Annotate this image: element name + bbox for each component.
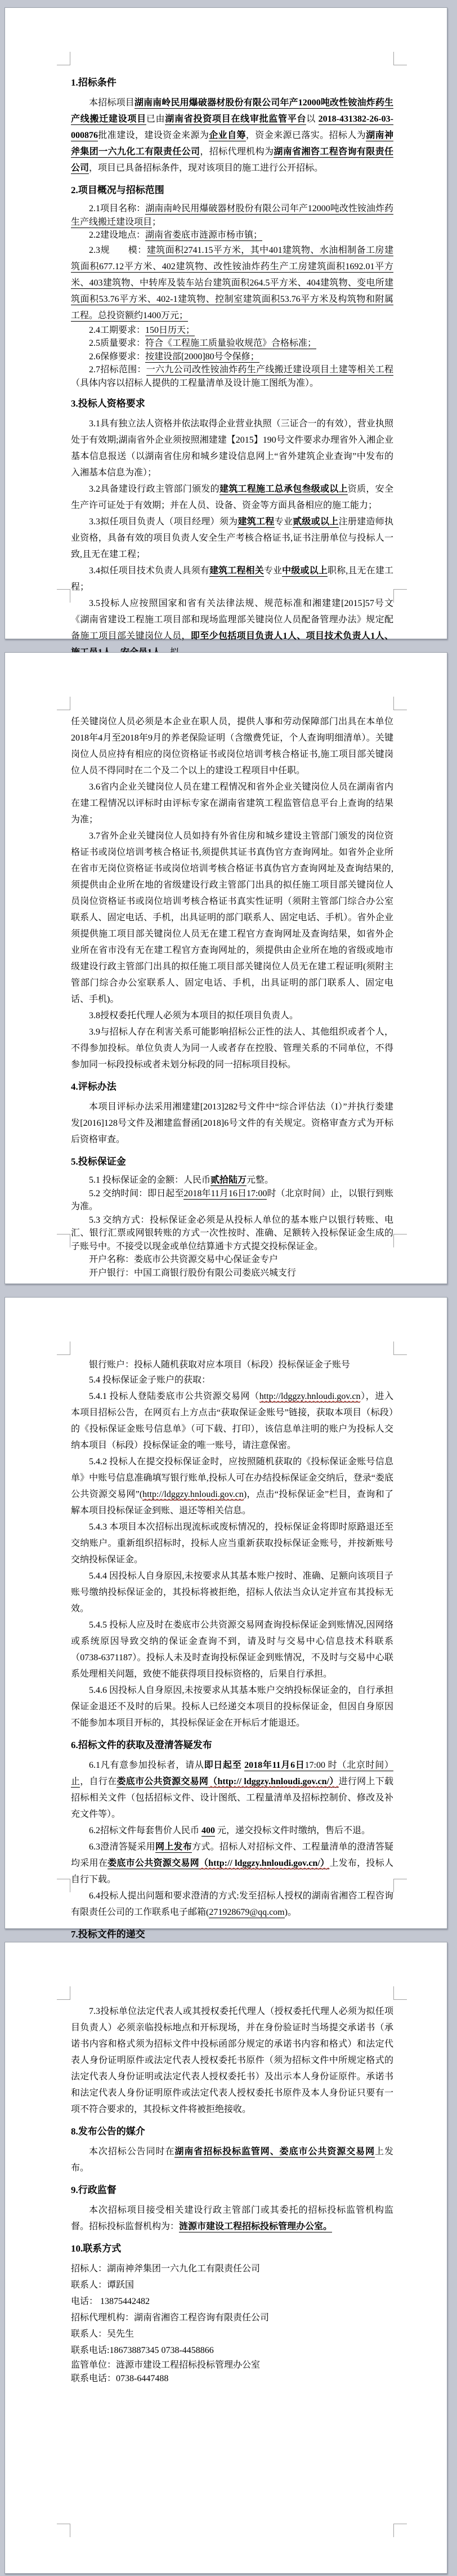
section-heading: 6.招标文件的获取及澄清答疑发布 bbox=[71, 1739, 212, 1750]
text-run: 2.4工期要求： bbox=[89, 325, 146, 335]
text-run: ，自行在 bbox=[80, 1776, 117, 1786]
text-run: 17:00 时（北京时间）止 bbox=[71, 1760, 393, 1786]
paragraph bbox=[71, 595, 393, 661]
text-run: 涟源市建设工程招标投标管理办公室。 bbox=[179, 2222, 333, 2231]
text-run: 3.5投标人应按照国家和省有关法律法规、规范标准和湘建建[2015]57号文《湖南省建设工程施工项目部和现场监理部关键岗位人员配备管理办法》规定配备施工项目部关键岗位人员， bbox=[71, 599, 393, 641]
text-run: 任关键岗位人员必须是本企业在职人员，提供人事和劳动保障部门出具在本单位2018年4月至2018年9月的养老保险证明（含缴费凭证，个人查询明细清单）。关键岗位人员应持有相应的岗位资格证书或岗位培训考核合格证书,施工项目部关键岗位人员不得同时在二个及二个以上的建设工程项目中任职。 bbox=[71, 717, 393, 776]
text-run: 专业 bbox=[263, 566, 283, 576]
document-pages-container bbox=[5, 7, 457, 2574]
paragraph bbox=[71, 1617, 393, 1682]
text-run: )，点击“投标保证金”栏目，查询和了解本项目投标保证金到账、退还等相关信息。 bbox=[71, 1489, 393, 1516]
margin-crop-mark bbox=[57, 52, 70, 65]
paragraph bbox=[71, 202, 393, 229]
text-run: ，招标代理机构为 bbox=[200, 147, 274, 157]
text-run: 符合《工程施工质量验收规范》合格标准； bbox=[145, 338, 317, 348]
text-run: 3.2具备建设行政主管部门颁发的 bbox=[89, 484, 219, 494]
text-run: 按建设部[2000]80号令保修； bbox=[145, 351, 259, 362]
paragraph bbox=[71, 779, 393, 828]
document-page bbox=[5, 1942, 447, 2574]
section-heading: 4.评标办法 bbox=[71, 1081, 117, 1092]
text-run: （http:// ldggzy.hnloudi.gov.cn/） bbox=[208, 1776, 339, 1786]
margin-crop-mark bbox=[393, 1342, 407, 1355]
text-run: 以 bbox=[306, 114, 319, 124]
text-run: 已由 bbox=[146, 114, 165, 124]
text-run: 5.1 投标保证金的金额：人民币 bbox=[89, 1175, 211, 1185]
text-run: 7.3投标单位法定代表人或其授权委托代理人（授权委托代理人必须为拟任项目负责人）必须亲临投标地点和开标现场，并在身份验证时当场提交承诺书（承诺书内容和格式须为招标文件中投标函部分规定的承诺书内容和格式）和法定代表人身份证明原件或法定代表人授权委托书原件（须为招标文件中所规定格式的法定代表人身份证明或法定代表人授权委托书）及出示本人身份证原件。承诺书和法定代表人身份证明原件或法定代表人授权委托书原件及本人身份证只要有一项不符合要求的，其投标文件将被拒绝接收。 bbox=[71, 2007, 393, 2114]
paragraph bbox=[71, 416, 393, 481]
paragraph bbox=[71, 363, 393, 390]
text-run: 湖南南岭民用爆破器材股份有限公司年产12000吨改性铵油炸药生产线搬迁建设项目 bbox=[71, 98, 393, 124]
text-run: 6.1凡有意参加投标者，请从 bbox=[89, 1760, 204, 1770]
margin-crop-mark bbox=[393, 697, 407, 710]
paragraph bbox=[71, 1253, 393, 1267]
paragraph bbox=[71, 324, 393, 337]
text-run: 400 bbox=[201, 1825, 216, 1835]
text-run: 上发布。 bbox=[71, 2147, 393, 2173]
text-run: http://ldggzy.hnloudi.gov.cn bbox=[142, 1489, 244, 1499]
paragraph bbox=[71, 229, 393, 242]
margin-crop-mark bbox=[393, 2524, 407, 2537]
text-run: 元整。 bbox=[247, 1175, 274, 1185]
paragraph bbox=[71, 1568, 393, 1617]
text-run: http://ldggzy.hnloudi.gov.cn bbox=[259, 1391, 361, 1401]
paragraph bbox=[71, 828, 393, 1008]
text-run: 建筑面积2741.15平方米，其中401建筑物、水油相制备工房建筑面积677.12平方米、402建筑物、改性铵油炸药生产工房建筑面积1692.01平方米、403建筑物、中转库及装车站台建筑面积264.5平方米、404建筑物、变电所建筑面积53.76平方米、402-1建筑物、控制室建筑面积53.76平方米及构筑物和附属工程。总投资额约1400万元； bbox=[71, 245, 393, 320]
text-run: 建筑工程 bbox=[238, 517, 275, 527]
text-run: 建筑工程相关 bbox=[209, 566, 264, 576]
text-run: 湖南南岭民用爆破器材股份有限公司年产12000吨改性铵油炸药生产线搬迁建设项目 bbox=[71, 204, 393, 227]
text-run: 娄底市公共资源交易网 bbox=[117, 1776, 209, 1786]
margin-crop-mark bbox=[57, 1986, 70, 2000]
paragraph bbox=[71, 1174, 393, 1187]
text-run: 5.4.2 投标人在提交投标保证金时，应按照随机获取的《投标保证金账号信息单》中账号信息准确填写银行账单,投标人可在办结投标保证金交纳后，登录“娄底公共资源交易网”( bbox=[71, 1456, 393, 1499]
text-run: 2.2建设地点： bbox=[89, 230, 146, 240]
paragraph bbox=[71, 1888, 393, 1920]
paragraph bbox=[71, 1358, 393, 1372]
text-run: 本项目评标办法采用湘建建[2013]282号文件中“综合评估法（I）”并执行娄建发[2016]128号文件及湘建监督函[2018]6号文件的有关规定。资格审查方式为开标后资格审查。 bbox=[71, 1102, 393, 1144]
section-heading: 2.项目概况与招标范围 bbox=[71, 185, 164, 195]
paragraph bbox=[71, 1008, 393, 1024]
text-run: 企业自筹 bbox=[209, 131, 246, 140]
paragraph bbox=[71, 1839, 393, 1888]
paragraph bbox=[71, 2342, 393, 2359]
page-content bbox=[71, 1358, 393, 1940]
margin-crop-mark bbox=[393, 1986, 407, 2000]
paragraph bbox=[71, 2003, 393, 2118]
text-run: 元，递交投标文件时缴纳，售后不退。 bbox=[215, 1825, 371, 1835]
page-content bbox=[71, 714, 393, 1278]
paragraph bbox=[71, 1372, 393, 1388]
text-run: 6.3澄清答疑采用 bbox=[89, 1842, 155, 1852]
text-run: 专业 bbox=[274, 517, 293, 527]
text-run: 即至少包括项目负责人1人、项目技术负责人1人、 bbox=[190, 631, 393, 641]
paragraph bbox=[71, 337, 393, 350]
text-run: 湖南省娄底市涟源市杨市镇； bbox=[145, 230, 263, 240]
text-run: 本次招标公告同时在 bbox=[89, 2147, 175, 2156]
paragraph bbox=[71, 1187, 393, 1214]
paragraph bbox=[71, 1388, 393, 1454]
document-page bbox=[5, 1297, 447, 1940]
margin-crop-mark bbox=[57, 2524, 70, 2537]
margin-crop-mark bbox=[393, 589, 407, 603]
section-heading: 1.招标条件 bbox=[71, 77, 117, 88]
text-run: 即日起至 bbox=[204, 1760, 245, 1770]
text-run: ，资金来源已落实。招标人为 bbox=[245, 131, 366, 140]
margin-crop-mark bbox=[57, 1234, 70, 1247]
section-heading: 9.行政监督 bbox=[71, 2185, 117, 2195]
section-heading: 7.投标文件的递交 bbox=[71, 1928, 145, 1940]
paragraph bbox=[71, 2143, 393, 2176]
text-run: 2.1项目名称： bbox=[89, 204, 146, 213]
paragraph bbox=[71, 1099, 393, 1148]
text-run: 上发布，投标人自行下载。 bbox=[71, 1858, 393, 1884]
text-run: 5.4.4 因投标人自身原因,未按要求从其基本账户按时、准确、足额向该项目子账号缴纳投标保证金的，其投标将被拒绝，招标人依法当众认定并宣布其投标无效。 bbox=[71, 1571, 393, 1614]
paragraph bbox=[71, 1267, 393, 1280]
paragraph bbox=[71, 514, 393, 563]
text-run: 5.4.3 本项目本次招标出现流标或废标情况的，投标保证金将即时原路退还至交纳账户。重新组织招标时，投标人应当重新获取投标保证金账号，并按新账号交纳投标保证金。 bbox=[71, 1522, 393, 1565]
text-run: 3.9与招标人存在利害关系可能影响招标公正性的法人、其他组织或者个人，不得参加投标。单位负责人为同一人或者存在控股、管理关系的不同单位，不得参加同一标段投标或者未划分标段的同一招标项目投标。 bbox=[71, 1027, 393, 1069]
margin-crop-mark bbox=[393, 1879, 407, 1892]
text-run: 联系电话：0738-6447488 bbox=[71, 2373, 169, 2383]
margin-crop-mark bbox=[57, 1342, 70, 1355]
text-run: 中级或以上 bbox=[282, 566, 328, 576]
text-run: )。 bbox=[284, 1907, 297, 1917]
text-run: 网上发布 bbox=[155, 1842, 192, 1852]
text-run: 监管单位：涟源市建设工程招标投标管理办公室 bbox=[71, 2360, 261, 2370]
text-run: 本次招标项目接受相关建设行政主管部门或其委托的招标投标监管机构监督。招标投标监督机构为： bbox=[71, 2205, 393, 2231]
document-page bbox=[5, 7, 447, 639]
paragraph bbox=[71, 1519, 393, 1568]
text-run: 湖南省湘咨工程咨询有限责任公司 bbox=[71, 147, 393, 173]
paragraph bbox=[71, 1682, 393, 1731]
text-run: 2018年11月6日 bbox=[244, 1760, 305, 1770]
text-run: 2018-431382-26-03-000876 bbox=[71, 114, 393, 140]
text-run: 5.4.5 投标人应及时在娄底市公共资源交易网查询投标保证金到账情况,因网络或系统原因导致交纳的保证金查询不到，请及时与交易中心信息技术科联系（0738-6371187）。投标人未及时查询投标保证金到账情况，不及时与交易中心联系处理相关问题，致使不能获得项目投标资格的，后果自行承担。 bbox=[71, 1620, 393, 1679]
text-run: 职称,且无在建工程； bbox=[71, 566, 393, 592]
text-run: 2.6保修要求： bbox=[89, 351, 146, 362]
text-run: （具体内容以招标人提供的工程量清单及设计施工图纸为准）。 bbox=[71, 378, 319, 388]
text-run: 湖南神斧集团一六九化工有限责任公司 bbox=[71, 131, 393, 157]
text-run: 5.4 投标保证金子账户的获取： bbox=[89, 1375, 211, 1385]
text-run: 6.2招标文件每套售价人民币 bbox=[89, 1825, 202, 1835]
text-run: 联系人：谭跃国 bbox=[71, 2280, 135, 2290]
text-run: 3.6省内企业关键岗位人员在建工程情况和省外企业关键岗位人员在湖南省内在建工程情况以评标时由评标专家在湖南省建筑工程监管信息平台上查询的结果为准； bbox=[71, 782, 393, 825]
text-run: 3.3拟任项目负责人（项目经理）须为 bbox=[89, 517, 238, 527]
section-heading: 10.联系方式 bbox=[71, 2243, 122, 2254]
paragraph bbox=[71, 2372, 393, 2386]
paragraph bbox=[71, 1822, 393, 1839]
text-run: 招标人：湖南神斧集团一六九化工有限责任公司 bbox=[71, 2264, 261, 2274]
paragraph bbox=[71, 95, 393, 176]
margin-crop-mark bbox=[57, 1879, 70, 1892]
text-run: 贰级或以上 bbox=[293, 517, 339, 527]
margin-crop-mark bbox=[393, 1234, 407, 1247]
text-run: 6.4投标人提出问题和要求澄清的方式:发至招标人授权的湖南省湘咨工程咨询有限责任公司的工作联系电子邮箱( bbox=[71, 1891, 393, 1917]
paragraph bbox=[71, 563, 393, 595]
text-run: 电话： 13875442482 bbox=[71, 2297, 150, 2306]
text-run: ），进入本项目招标公告，在网页右上方点击“获取保证金账号”链接，获取本项目（标段）的《投标保证金账号信息单》（可下载、打印），该信息单注明的账户为投标人交纳本项目（标段）投标保证金的唯一账号，请注意保密。 bbox=[71, 1391, 393, 1450]
text-run: 批准建设，建设资金来源为 bbox=[98, 131, 209, 140]
paragraph bbox=[71, 1454, 393, 1519]
paragraph bbox=[71, 714, 393, 779]
page-content bbox=[71, 2003, 393, 2536]
text-run: （http:// ldggzy.hnloudi.gov.cn/） bbox=[199, 1858, 330, 1868]
paragraph bbox=[71, 2202, 393, 2235]
text-run: 资质，安全生产许可证处于有效期；并在人员、设备、资金等方面具备相应的施工能力； bbox=[71, 484, 393, 510]
text-run: 注册建造师执业资格，具备有效的项目负责人安全生产考核合格证书,证书注册单位与投标人一致,且无在建工程； bbox=[71, 517, 393, 559]
text-run: 时（北京时间）止，以银行到账为准。 bbox=[71, 1188, 393, 1211]
text-run: 5.4.1 投标人登陆娄底市公共资源交易网（ bbox=[89, 1391, 259, 1401]
paragraph bbox=[71, 1024, 393, 1073]
text-run: 2018年11月16日17:00 bbox=[183, 1188, 267, 1198]
paragraph bbox=[71, 481, 393, 514]
margin-crop-mark bbox=[57, 589, 70, 603]
text-run: 贰拾陆万 bbox=[210, 1175, 247, 1185]
text-run: 开户名称：娄底市公共资源交易中心保证金专户 bbox=[89, 1255, 279, 1264]
text-run: 湖南省招标投标监管网、娄底市公共资源交易网 bbox=[174, 2147, 375, 2156]
paragraph bbox=[71, 2359, 393, 2372]
text-run: 5.2 交纳时间：即日起至 bbox=[89, 1188, 184, 1198]
text-run: 2.5质量要求： bbox=[89, 338, 146, 348]
paragraph bbox=[71, 242, 393, 324]
text-run: 娄底市公共资源交易网 bbox=[107, 1858, 199, 1868]
text-run: 3.1具有独立法人资格并依法取得企业营业执照（三证合一的有效），营业执照处于有效期;湖南省外企业须按照湘建建【2015】190号文件要求办理省外入湘企业基本信息报送（以湖南省住房和城乡建设信息网上“省外建筑企业查询”中发布的入湘基本信息为准）； bbox=[71, 419, 393, 478]
text-run: 开户银行：中国工商银行股份有限公司娄底兴城支行 bbox=[89, 1268, 297, 1278]
section-heading: 3.投标人资格要求 bbox=[71, 398, 145, 409]
text-run: 3.8授权委托代理人必须为本项目的拟任项目负责人。 bbox=[89, 1011, 299, 1020]
text-run: 银行账户：投标人随机获取对应本项目（标段）投标保证金子账号 bbox=[89, 1360, 351, 1370]
text-run: 5.3 交纳方式：投标保证金必须是从投标人单位的基本账户以银行转账、电汇、银行汇票或网银转账的方式一次性按时、准确、足额转入投标保证金生成的子账号中。不接受以现金或单位结算通卡方式提交投标保证金。 bbox=[71, 1215, 393, 1251]
text-run: 2.3规 模： bbox=[89, 245, 147, 255]
text-run: 联系人：吴先生 bbox=[71, 2329, 135, 2339]
text-run: 湖南省投资项目在线审批监管平台 bbox=[165, 114, 307, 124]
section-heading: 5.投标保证金 bbox=[71, 1156, 126, 1167]
text-run: 一六九公司改性铵油炸药生产线搬迁建设项目土建等相关工程 bbox=[146, 365, 393, 375]
text-run: 联系电话:18673887345 0738-4458866 bbox=[71, 2346, 214, 2355]
text-run: 进行网上下载招标相关文件（包括招标文件、设计图纸、工程量清单及招标控制价、修改及补充文件等）。 bbox=[71, 1776, 393, 1819]
text-run: 5.4.6 因投标人自身原因,未按要求从其基本账户交纳投标保证金的，自行承担保证金退还不及时的后果。投标人已经递交本项目的投标保证金，但因自身原因不能参加本项目开标的，其投标保证金在开标后才能退还。 bbox=[71, 1685, 393, 1728]
text-run: ，项目已具备招标条件，现对该项目的施工进行公开招标。 bbox=[89, 163, 324, 173]
text-run: 本招标项目 bbox=[89, 98, 135, 108]
page-content bbox=[71, 69, 393, 641]
paragraph bbox=[71, 2310, 393, 2326]
text-run: 建筑工程施工总承包叁级或以上 bbox=[219, 484, 348, 494]
text-run: ； bbox=[152, 217, 162, 227]
paragraph bbox=[71, 2261, 393, 2277]
text-run: 3.4拟任项目技术负责人具须有 bbox=[89, 566, 209, 576]
text-run: 2.7招标范围： bbox=[89, 365, 146, 375]
paragraph bbox=[71, 2277, 393, 2293]
paragraph bbox=[71, 2293, 393, 2310]
margin-crop-mark bbox=[57, 697, 70, 710]
text-run: 3.7省外企业关键岗位人员如持有外省住房和城乡建设主管部门颁发的岗位资格证书或岗位培训考核合格证书,须提供其证书真伪官方查询网址。如省外企业所在省市无岗位资格证书或岗位培训考核合格证书真伪官方查询网址及查询结果的,须提供由企业所在地的省级建设行政主管部门出具的拟任施工项目部关键岗位人员岗位资格证书或岗位培训考核合格证书真实性证明（须附主管部门综合办公室联系人、固定电话、手机，出具证明的部门联系人、固定电话、手机）。省外企业须提供施工项目部关键岗位人员无在建工程官方查询网址及查询结果，如省外企业所在省市没有无在建工程官方查询网址的，须提供由企业所在地的省级或地市级建设行政主管部门出具的拟任施工项目部关键岗位人员无在建工程证明(须附主管部门综合办公室联系人、固定电话、手机，出具证明的部门联系人、固定电话、手机)。 bbox=[71, 831, 393, 1004]
margin-crop-mark bbox=[393, 52, 407, 65]
text-run: 方式。招标人对招标文件、工程量清单的澄清答疑均采用在 bbox=[71, 1842, 393, 1868]
document-page bbox=[5, 652, 447, 1284]
paragraph bbox=[71, 350, 393, 364]
paragraph bbox=[71, 1757, 393, 1822]
text-run: 271928679@qq.com bbox=[209, 1907, 285, 1917]
paragraph bbox=[71, 1214, 393, 1254]
paragraph bbox=[71, 2326, 393, 2342]
text-run: 150日历天； bbox=[145, 325, 195, 335]
text-run: 招标代理机构：湖南省湘咨工程咨询有限责任公司 bbox=[71, 2313, 270, 2323]
section-heading: 8.发布公告的媒介 bbox=[71, 2126, 145, 2137]
